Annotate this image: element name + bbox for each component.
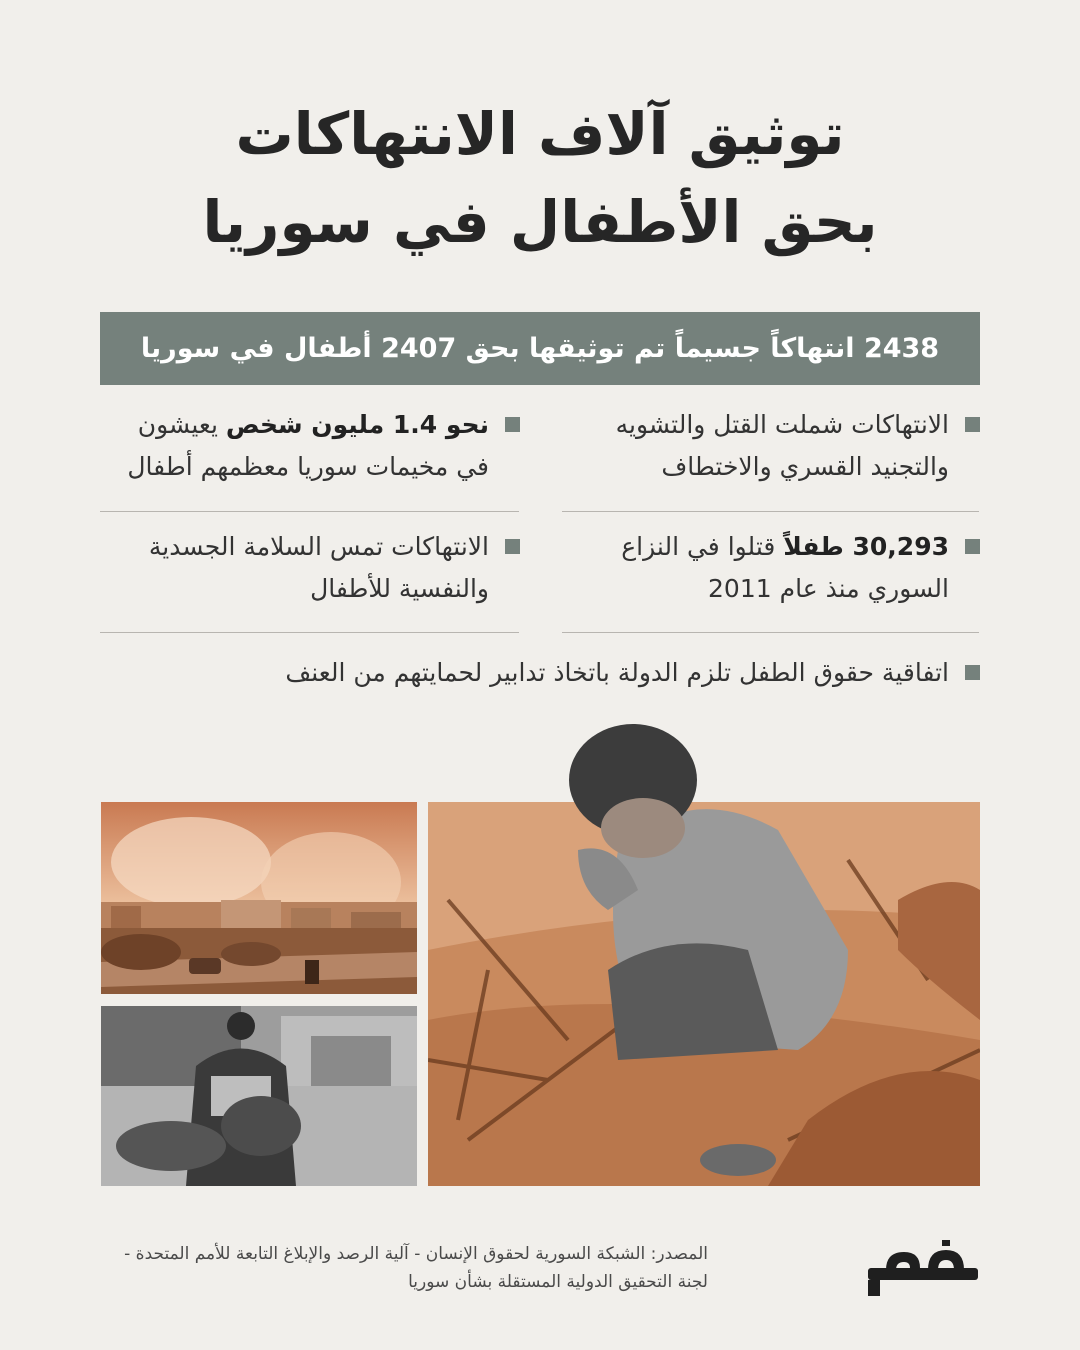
photo-sad-child bbox=[428, 720, 980, 1186]
banner-text: 2438 انتهاكاً جسيماً تم توثيقها بحق 2407 أطفال في سوريا bbox=[140, 333, 940, 364]
page-title bbox=[100, 90, 980, 266]
source-line-2: لجنة التحقيق الدولية المستقلة بشأن سوريا bbox=[408, 1272, 708, 1292]
summary-banner bbox=[100, 312, 980, 385]
logo-icon bbox=[866, 1240, 980, 1300]
bullet-square-icon bbox=[965, 665, 980, 680]
bullet-square-icon bbox=[965, 539, 980, 554]
photo-city-smoke bbox=[101, 802, 417, 994]
photo-rescue-worker bbox=[101, 1006, 417, 1186]
divider bbox=[562, 511, 979, 512]
fact-children-killed: 30,293 طفلاً قتلوا في النزاع السوري منذ عام 2011 bbox=[560, 526, 980, 610]
divider bbox=[100, 511, 519, 512]
brand-logo bbox=[866, 1240, 980, 1300]
bullet-square-icon bbox=[505, 539, 520, 554]
source-citation bbox=[88, 1240, 708, 1296]
bullet-square-icon bbox=[505, 417, 520, 432]
fact-convention: اتفاقية حقوق الطفل تلزم الدولة باتخاذ تدابير لحمايتهم من العنف bbox=[80, 652, 980, 694]
source-line-1: المصدر: الشبكة السورية لحقوق الإنسان - آلية الرصد والإبلاغ التابعة للأمم المتحدة - bbox=[124, 1244, 708, 1264]
fact-safety-impact: الانتهاكات تمس السلامة الجسدية والنفسية للأطفال bbox=[80, 526, 520, 610]
title-line-1: توثيق آلاف الانتهاكات bbox=[235, 100, 845, 168]
divider bbox=[562, 632, 979, 633]
title-line-2: بحق الأطفال في سوريا bbox=[202, 188, 878, 256]
fact-camp-residents: نحو 1.4 مليون شخص يعيشون في مخيمات سوريا معظمهم أطفال bbox=[80, 404, 520, 488]
bullet-square-icon bbox=[965, 417, 980, 432]
fact-violations-types: الانتهاكات شملت القتل والتشويه والتجنيد القسري والاختطاف bbox=[560, 404, 980, 488]
divider bbox=[100, 632, 519, 633]
